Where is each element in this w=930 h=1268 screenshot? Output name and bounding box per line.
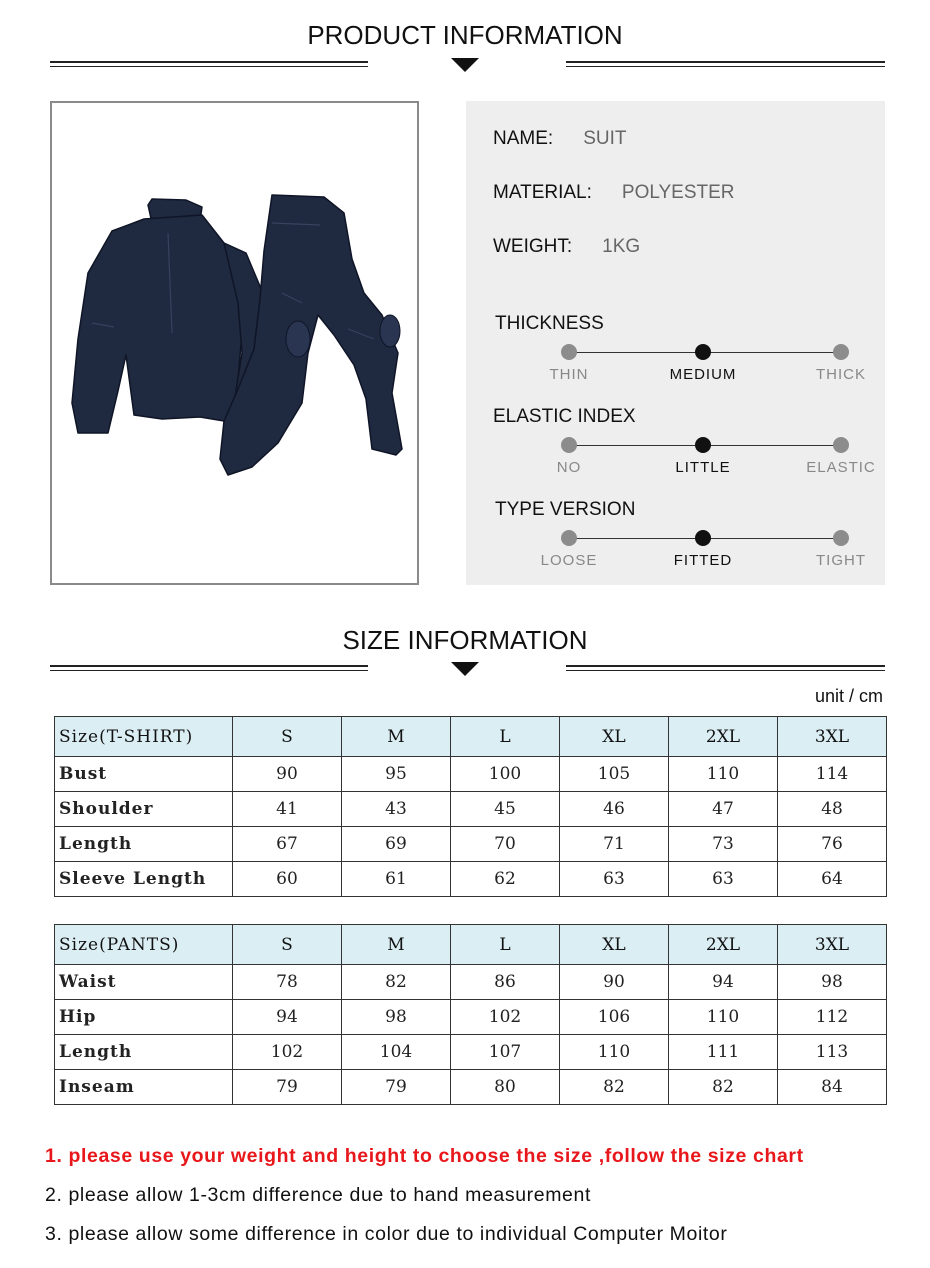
table-row-label: Shoulder — [55, 792, 233, 827]
table-row — [55, 1070, 887, 1105]
table-header-cell: M — [342, 717, 451, 757]
table-row-label: Bust — [55, 757, 233, 792]
thickness-option-medium: MEDIUM — [669, 366, 737, 383]
size-rule-left — [50, 665, 368, 671]
table-cell: 111 — [669, 1035, 778, 1070]
table-row-label: Length — [55, 1035, 233, 1070]
table-cell: 73 — [669, 827, 778, 862]
table-row — [55, 965, 887, 1000]
elastic-dot-no — [561, 437, 577, 453]
size-rule-right — [566, 665, 885, 671]
table-header-cell: S — [233, 925, 342, 965]
table-cell: 62 — [451, 862, 560, 897]
table-cell: 78 — [233, 965, 342, 1000]
table-header-cell: M — [342, 925, 451, 965]
note-size-advice: 1. please use your weight and height to choose the size ,follow the size chart — [45, 1145, 804, 1167]
table-cell: 112 — [778, 1000, 887, 1035]
name-value: SUIT — [583, 128, 627, 149]
table-cell: 61 — [342, 862, 451, 897]
table-cell: 70 — [451, 827, 560, 862]
table-header-cell: L — [451, 717, 560, 757]
table-header-cell: Size(T-SHIRT) — [55, 717, 233, 757]
table-row-label: Inseam — [55, 1070, 233, 1105]
table-cell: 110 — [669, 1000, 778, 1035]
table-cell: 110 — [669, 757, 778, 792]
type-option-loose: LOOSE — [540, 552, 598, 569]
down-arrow-icon — [451, 58, 479, 72]
table-cell: 90 — [560, 965, 669, 1000]
table-cell: 79 — [233, 1070, 342, 1105]
elastic-option-no: NO — [556, 459, 582, 476]
table-cell: 76 — [778, 827, 887, 862]
table-cell: 104 — [342, 1035, 451, 1070]
table-cell: 63 — [669, 862, 778, 897]
table-row — [55, 862, 887, 897]
tshirt-size-table — [54, 716, 887, 897]
size-info-title: SIZE INFORMATION — [342, 625, 588, 655]
table-cell: 95 — [342, 757, 451, 792]
table-row-label: Waist — [55, 965, 233, 1000]
table-row — [55, 792, 887, 827]
table-header-cell: XL — [560, 717, 669, 757]
table-header-row — [55, 925, 887, 965]
table-cell: 82 — [342, 965, 451, 1000]
table-cell: 69 — [342, 827, 451, 862]
elastic-option-elastic: ELASTIC — [806, 459, 876, 476]
table-header-cell: XL — [560, 925, 669, 965]
table-cell: 98 — [342, 1000, 451, 1035]
suit-image — [52, 103, 417, 583]
product-info-panel — [466, 101, 885, 585]
thickness-option-thin: THIN — [549, 366, 589, 383]
material-label: MATERIAL: — [493, 182, 592, 203]
table-header-cell: 2XL — [669, 925, 778, 965]
table-row-label: Length — [55, 827, 233, 862]
table-cell: 45 — [451, 792, 560, 827]
weight-row — [493, 236, 640, 258]
table-header-cell: L — [451, 925, 560, 965]
table-cell: 98 — [778, 965, 887, 1000]
table-row-label: Hip — [55, 1000, 233, 1035]
type-version-title: TYPE VERSION — [495, 499, 636, 520]
table-cell: 46 — [560, 792, 669, 827]
table-cell: 80 — [451, 1070, 560, 1105]
table-cell: 63 — [560, 862, 669, 897]
type-option-tight: TIGHT — [816, 552, 866, 569]
table-cell: 113 — [778, 1035, 887, 1070]
elastic-index-title: ELASTIC INDEX — [493, 406, 636, 427]
thickness-title: THICKNESS — [495, 313, 604, 334]
table-header-row — [55, 717, 887, 757]
type-option-fitted: FITTED — [673, 552, 733, 569]
table-cell: 102 — [233, 1035, 342, 1070]
elastic-option-little: LITTLE — [675, 459, 731, 476]
table-cell: 106 — [560, 1000, 669, 1035]
table-header-cell: 2XL — [669, 717, 778, 757]
table-cell: 86 — [451, 965, 560, 1000]
table-row — [55, 1000, 887, 1035]
name-label: NAME: — [493, 128, 554, 149]
table-cell: 64 — [778, 862, 887, 897]
weight-value: 1KG — [602, 236, 641, 257]
note-color: 3. please allow some difference in color due to individual Computer Moitor — [45, 1223, 728, 1245]
table-cell: 43 — [342, 792, 451, 827]
thickness-dot-thin — [561, 344, 577, 360]
table-header-cell: Size(PANTS) — [55, 925, 233, 965]
table-row — [55, 1035, 887, 1070]
table-cell: 90 — [233, 757, 342, 792]
thickness-dot-thick — [833, 344, 849, 360]
table-cell: 94 — [669, 965, 778, 1000]
table-cell: 41 — [233, 792, 342, 827]
weight-label: WEIGHT: — [493, 236, 573, 257]
material-value: POLYESTER — [621, 182, 735, 203]
table-cell: 79 — [342, 1070, 451, 1105]
unit-label: unit / cm — [814, 686, 883, 706]
thickness-option-thick: THICK — [816, 366, 866, 383]
table-row — [55, 827, 887, 862]
table-header-cell: S — [233, 717, 342, 757]
table-cell: 105 — [560, 757, 669, 792]
table-row-label: Sleeve Length — [55, 862, 233, 897]
table-cell: 82 — [669, 1070, 778, 1105]
title-rule-left — [50, 61, 368, 67]
type-dot-tight — [833, 530, 849, 546]
product-photo — [50, 101, 419, 585]
title-rule-right — [566, 61, 885, 67]
table-cell: 110 — [560, 1035, 669, 1070]
type-dot-loose — [561, 530, 577, 546]
table-header-cell: 3XL — [778, 925, 887, 965]
elastic-dot-little — [695, 437, 711, 453]
name-row — [493, 128, 626, 150]
pants-size-table — [54, 924, 887, 1105]
note-measurement: 2. please allow 1-3cm difference due to hand measurement — [45, 1184, 591, 1206]
material-row — [493, 182, 735, 204]
table-cell: 102 — [451, 1000, 560, 1035]
thickness-dot-medium — [695, 344, 711, 360]
table-header-cell: 3XL — [778, 717, 887, 757]
table-cell: 107 — [451, 1035, 560, 1070]
type-dot-fitted — [695, 530, 711, 546]
table-cell: 48 — [778, 792, 887, 827]
table-cell: 71 — [560, 827, 669, 862]
table-cell: 60 — [233, 862, 342, 897]
table-cell: 94 — [233, 1000, 342, 1035]
down-arrow-icon — [451, 662, 479, 676]
table-cell: 67 — [233, 827, 342, 862]
table-cell: 100 — [451, 757, 560, 792]
table-cell: 47 — [669, 792, 778, 827]
product-info-title: PRODUCT INFORMATION — [307, 20, 623, 50]
table-row — [55, 757, 887, 792]
elastic-dot-elastic — [833, 437, 849, 453]
table-cell: 82 — [560, 1070, 669, 1105]
table-cell: 114 — [778, 757, 887, 792]
table-cell: 84 — [778, 1070, 887, 1105]
